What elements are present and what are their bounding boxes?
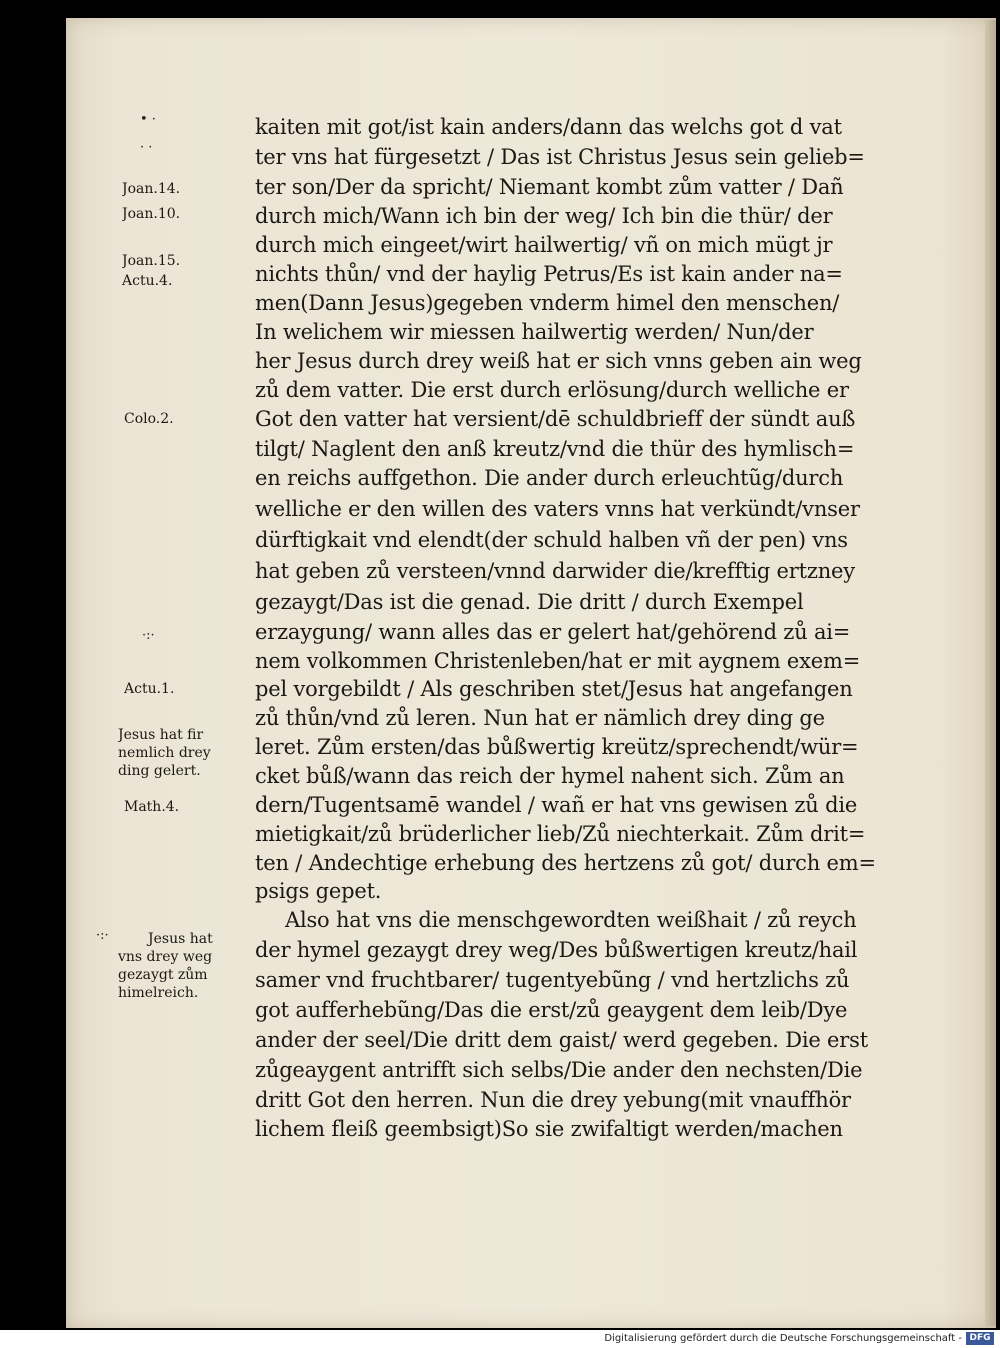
margin-mark: ·:· bbox=[96, 928, 109, 943]
text-line: tilgt/ Naglent den anß kreutz/vnd die thür des hymlisch= bbox=[255, 437, 855, 461]
text-line: her Jesus durch drey weiß hat er sich vnns geben ain weg bbox=[255, 349, 862, 373]
footer-bar bbox=[0, 1330, 1000, 1348]
margin-note-drey-ding: Jesus hat fir nemlich drey ding gelert. bbox=[118, 727, 211, 779]
text-line: Got den vatter hat versient/dē schuldbrieff der sündt auß bbox=[255, 407, 856, 431]
margin-mark: • · bbox=[140, 112, 156, 127]
text-line: got aufferhebũng/Das die erst/zů geaygent dem leib/Dye bbox=[255, 998, 848, 1022]
margin-note-colo2: Colo.2. bbox=[124, 411, 174, 427]
margin-note-math4: Math.4. bbox=[124, 799, 180, 815]
dfg-logo-icon[interactable]: DFG bbox=[966, 1332, 994, 1345]
text-line: dern/Tugentsamē wandel / wañ er hat vns gewisen zů die bbox=[255, 793, 858, 817]
text-line: hat geben zů versteen/vnnd darwider die/krefftig ertzney bbox=[255, 559, 855, 583]
margin-note-joan14: Joan.14. bbox=[122, 181, 181, 197]
text-line: zů dem vatter. Die erst durch erlösung/durch welliche er bbox=[255, 378, 849, 402]
text-line: ander der seel/Die dritt dem gaist/ werd gegeben. Die erst bbox=[255, 1028, 868, 1052]
text-line-paragraph-start: Also hat vns die menschgewordten weißhait / zů reych bbox=[285, 908, 857, 932]
text-line: zů thůn/vnd zů leren. Nun hat er nämlich drey ding ge bbox=[255, 706, 825, 730]
text-line: dürftigkait vnd elendt(der schuld halben vñ der pen) vns bbox=[255, 528, 848, 552]
text-line: durch mich/Wann ich bin der weg/ Ich bin die thür/ der bbox=[255, 204, 833, 228]
text-line: gezaygt/Das ist die genad. Die dritt / durch Exempel bbox=[255, 590, 804, 614]
margin-note-actu4: Actu.4. bbox=[122, 273, 173, 289]
text-line: nichts thůn/ vnd der haylig Petrus/Es ist kain ander na= bbox=[255, 262, 843, 286]
page-edge bbox=[985, 20, 996, 1326]
text-line: welliche er den willen des vaters vnns hat verkündt/vnser bbox=[255, 497, 860, 521]
text-line: ter vns hat fürgesetzt / Das ist Christus Jesus sein gelieb= bbox=[255, 145, 865, 169]
margin-note-joan10: Joan.10. bbox=[122, 206, 181, 222]
footer-credit: Digitalisierung gefördert durch die Deutsche Forschungsgemeinschaft - bbox=[604, 1333, 962, 1344]
text-line: samer vnd fruchtbarer/ tugentyebũng / vnd hertzlichs zů bbox=[255, 968, 850, 992]
margin-note-joan15: Joan.15. bbox=[122, 253, 181, 269]
text-line: mietigkait/zů brüderlicher lieb/Zů niechterkait. Zům drit= bbox=[255, 822, 866, 846]
text-line: ten / Andechtige erhebung des hertzens zů got/ durch em= bbox=[255, 851, 876, 875]
text-line: durch mich eingeet/wirt hailwertig/ vñ on mich mügt jr bbox=[255, 233, 833, 257]
margin-note-actu1: Actu.1. bbox=[124, 681, 175, 697]
text-line: leret. Zům ersten/das bůßwertig kreütz/sprechendt/wür= bbox=[255, 735, 859, 759]
text-line: der hymel gezaygt drey weg/Des bůßwertigen kreutz/hail bbox=[255, 938, 858, 962]
text-line: erzaygung/ wann alles das er gelert hat/gehörend zů ai= bbox=[255, 620, 851, 644]
text-line: nem volkommen Christenleben/hat er mit aygnem exem= bbox=[255, 649, 861, 673]
margin-note-drey-weg: Jesus hat vns drey weg gezaygt zům himelreich. bbox=[118, 931, 213, 1001]
text-line: lichem fleiß geembsigt)So sie zwifaltigt werden/machen bbox=[255, 1117, 843, 1141]
text-line: cket bůß/wann das reich der hymel nahent sich. Zům an bbox=[255, 764, 845, 788]
text-line: psigs gepet. bbox=[255, 879, 382, 903]
margin-mark: · · bbox=[140, 140, 153, 155]
text-line: In welichem wir miessen hailwertig werden/ Nun/der bbox=[255, 320, 814, 344]
margin-mark: ·:· bbox=[142, 628, 155, 643]
text-line: zůgeaygent antrifft sich selbs/Die ander den nechsten/Die bbox=[255, 1058, 863, 1082]
text-line: men(Dann Jesus)gegeben vnderm himel den menschen/ bbox=[255, 291, 840, 315]
text-line: dritt Got den herren. Nun die drey yebung(mit vnauffhör bbox=[255, 1088, 851, 1112]
text-line: en reichs auffgethon. Die ander durch erleuchtũg/durch bbox=[255, 466, 844, 490]
text-line: ter son/Der da spricht/ Niemant kombt zům vatter / Dañ bbox=[255, 175, 844, 199]
text-line: pel vorgebildt / Als geschriben stet/Jesus hat angefangen bbox=[255, 677, 853, 701]
text-line: kaiten mit got/ist kain anders/dann das welchs got d vat bbox=[255, 115, 842, 139]
